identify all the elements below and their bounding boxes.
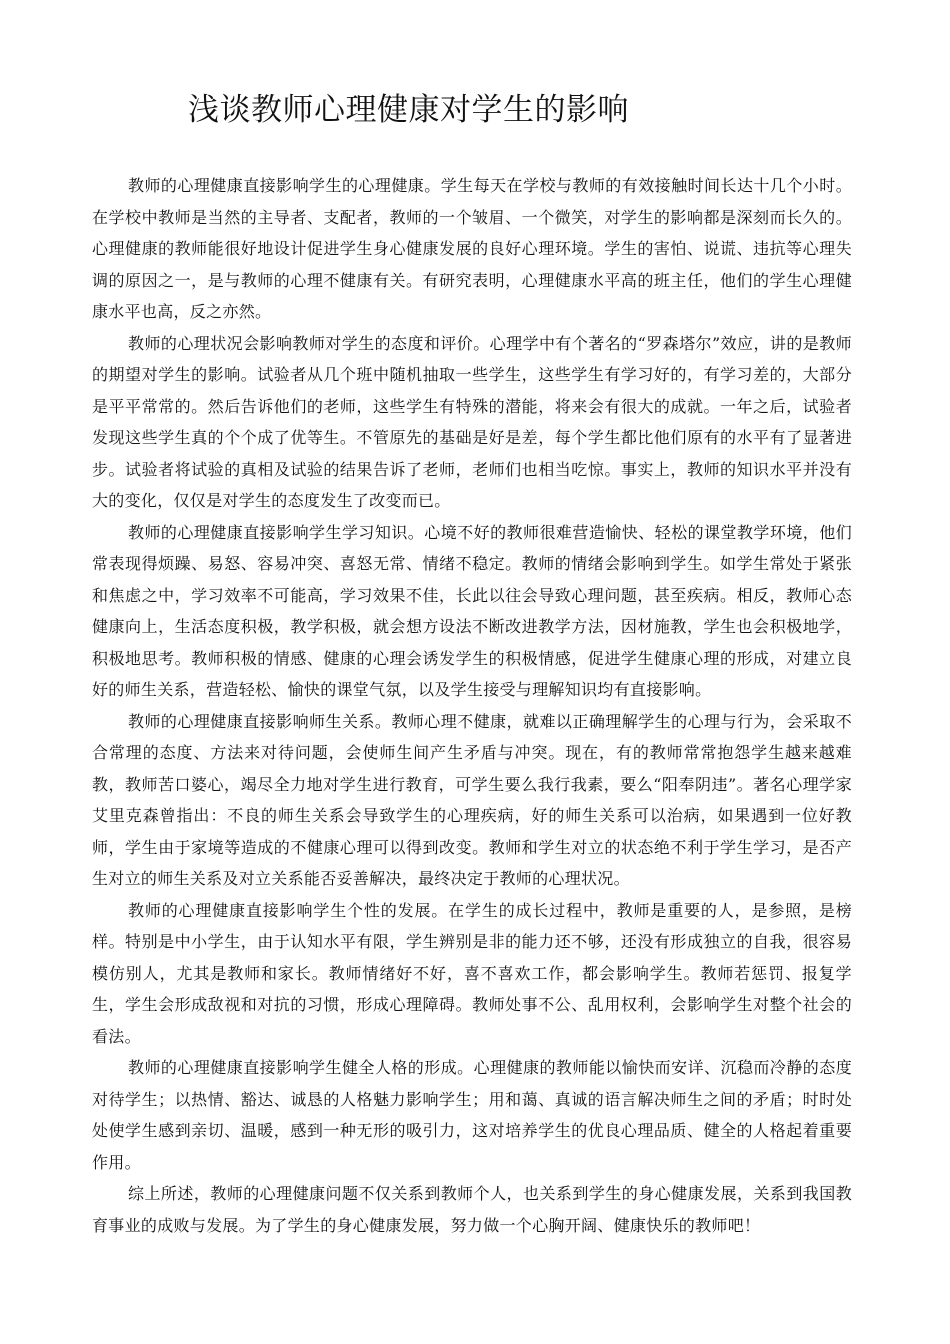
paragraph-teacher-attitude: 教师的心理状况会影响教师对学生的态度和评价。心理学中有个著名的“罗森塔尔”效应，讲的是教师的期望对学生的影响。试验者从几个班中随机抽取一些学生，这些学生有学习好的，有学习差的，大部分是平平常常的。然后告诉他们的老师，这些学生有特殊的潜能，将来会有很大的成就。一年之后，试验者发现这些学生真的个个成了优等生。不管原先的基础是好是差，每个学生都比他们原有的水平有了显著进步。试验者将试验的真相及试验的结果告诉了老师，老师们也相当吃惊。事实上，教师的知识水平并没有大的变化，仅仅是对学生的态度发生了改变而已。 <box>92 333 852 510</box>
paragraph-teacher-student-relationship: 教师的心理健康直接影响师生关系。教师心理不健康，就难以正确理解学生的心理与行为，会采取不合常理的态度、方法来对待问题，会使师生间产生矛盾与冲突。现在，有的教师常常抱怨学生越来越难教，教师苦口婆心，竭尽全力地对学生进行教育，可学生要么我行我素，要么“阳奉阴违”。著名心理学家艾里克森曾指出：不良的师生关系会导致学生的心理疾病，好的师生关系可以治病，如果遇到一位好教师，学生由于家境等造成的不健康心理可以得到改变。教师和学生对立的状态绝不利于学生学习，是否产生对立的师生关系及对立关系能否妥善解决，最终决定于教师的心理状况。 <box>92 711 852 888</box>
paragraph-teacher-mental-health: 教师的心理健康直接影响学生的心理健康。学生每天在学校与教师的有效接触时间长达十几个小时。在学校中教师是当然的主导者、支配者，教师的一个皱眉、一个微笑，对学生的影响都是深刻而长久的。心理健康的教师能很好地设计促进学生身心健康发展的良好心理环境。学生的害怕、说谎、违抗等心理失调的原因之一，是与教师的心理不健康有关。有研究表明，心理健康水平高的班主任，他们的学生心理健康水平也高，反之亦然。 <box>92 176 852 321</box>
document-body <box>92 170 852 1241</box>
document-title: 浅谈教师心理健康对学生的影响 <box>188 92 629 128</box>
paragraph-student-character: 教师的心理健康直接影响学生健全人格的形成。心理健康的教师能以愉快而安详、沉稳而冷静的态度对待学生；以热情、豁达、诚恳的人格魅力影响学生；用和蔼、真诚的语言解决师生之间的矛盾；时时处处使学生感到亲切、温暖，感到一种无形的吸引力，这对培养学生的优良心理品质、健全的人格起着重要作用。 <box>92 1058 852 1172</box>
paragraph-student-learning: 教师的心理健康直接影响学生学习知识。心境不好的教师很难营造愉快、轻松的课堂教学环境，他们常表现得烦躁、易怒、容易冲突、喜怒无常、情绪不稳定。教师的情绪会影响到学生。如学生常处于紧张和焦虑之中，学习效率不可能高，学习效果不佳，长此以往会导致心理问题，甚至疾病。相反，教师心态健康向上，生活态度积极，教学积极，就会想方设法不断改进教学方法，因材施教，学生也会积极地学，积极地思考。教师积极的情感、健康的心理会诱发学生的积极情感，促进学生健康心理的形成，对建立良好的师生关系，营造轻松、愉快的课堂气氛，以及学生接受与理解知识均有直接影响。 <box>92 522 852 699</box>
paragraph-student-personality: 教师的心理健康直接影响学生个性的发展。在学生的成长过程中，教师是重要的人，是参照，是榜样。特别是中小学生，由于认知水平有限，学生辨别是非的能力还不够，还没有形成独立的自我，很容易模仿别人，尤其是教师和家长。教师情绪好不好，喜不喜欢工作，都会影响学生。教师若惩罚、报复学生，学生会形成敌视和对抗的习惯，形成心理障碍。教师处事不公、乱用权利，会影响学生对整个社会的看法。 <box>92 900 852 1046</box>
paragraph-conclusion: 综上所述，教师的心理健康问题不仅关系到教师个人，也关系到学生的身心健康发展，关系到我国教育事业的成败与发展。为了学生的身心健康发展，努力做一个心胸开阔、健康快乐的教师吧！ <box>92 1184 852 1235</box>
